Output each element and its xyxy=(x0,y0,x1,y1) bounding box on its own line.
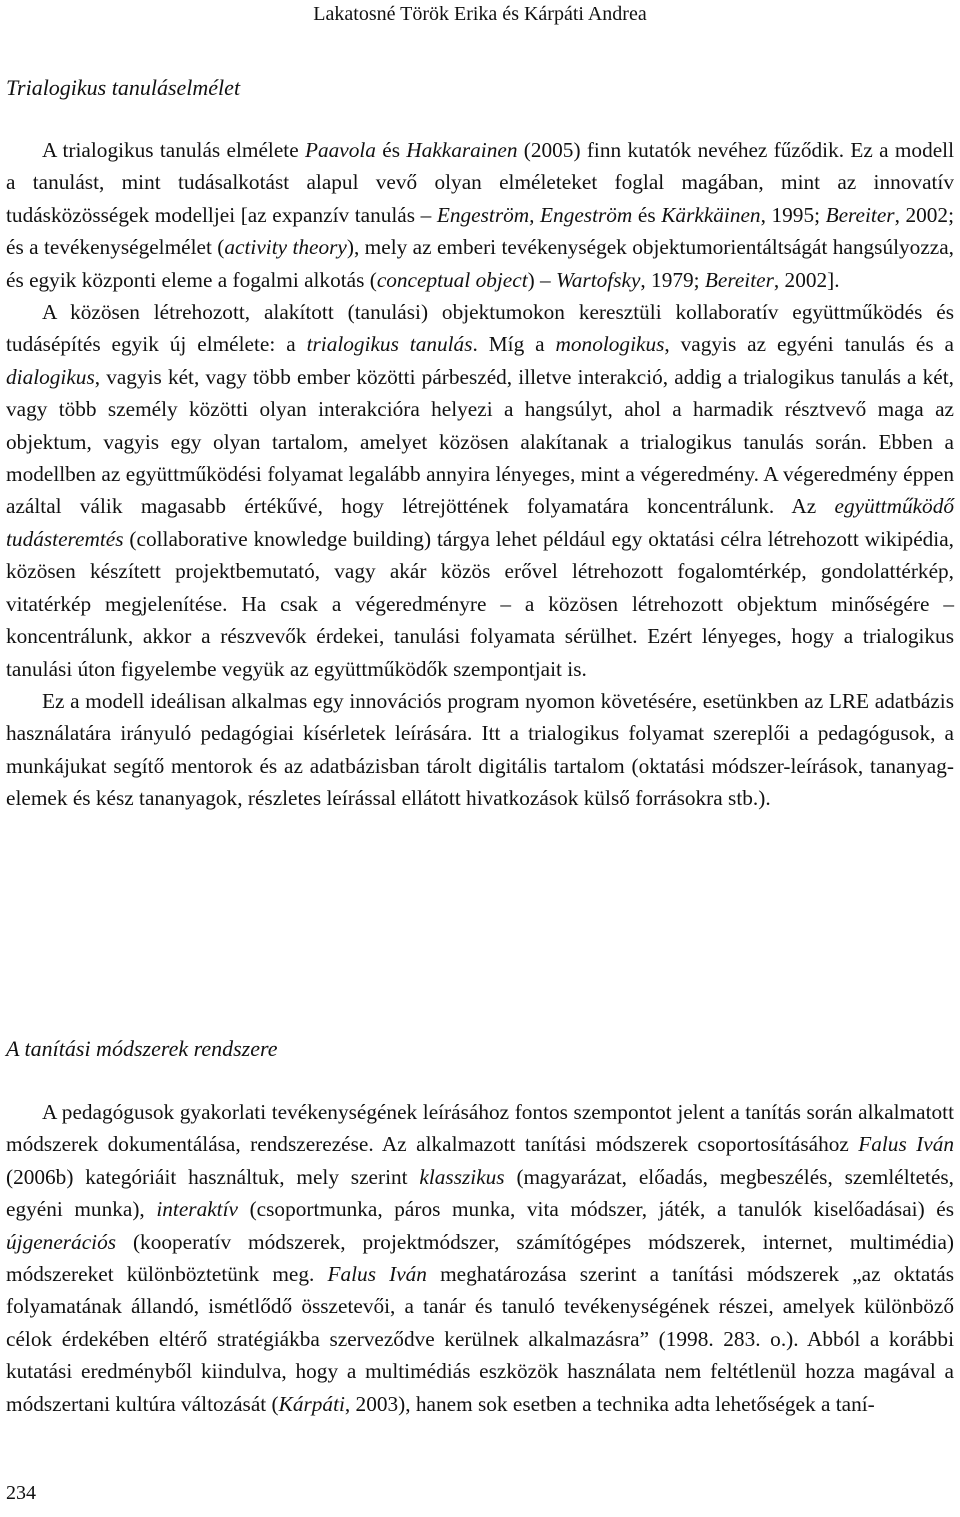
page-number: 234 xyxy=(6,1482,36,1504)
section-title-modszerek: A tanítási módszerek rendszere xyxy=(6,1036,278,1061)
paragraph: Ez a modell ideálisan alkalmas egy innovációs program nyomon követésére, esetünkben az LRE adatbázis használatára irányuló pedagógiai kísérletek leírására. Itt a trialogikus folyamat szereplői a pedagógusok, a munkájukat segítő mentorok és az adatbázisban tárolt digitális tartalom (oktatási módszer-leírások, tananyag-elemek és kész tananyagok, részletes leírással ellátott hivatkozások külső forrásokra stb.). xyxy=(6,688,954,811)
section-body-modszerek xyxy=(6,1096,954,1420)
paragraph: A pedagógusok gyakorlati tevékenységének leírásához fontos szempontot jelent a tanítás során alkalmatott módszerek dokumentálása, rendszerezése. Az alkalmazott tanítási módszerek csoportosításához Falus Iván (2006b) kategóriáit használtuk, mely szerint klasszikus (magyarázat, előadás, megbeszélés, szemléltetés, egyéni munka), interaktív (csoportmunka, páros munka, vita módszer, játék, a tanulók kiselőadásai) és újgenerációs (kooperatív módszerek, projektmódszer, számítógépes módszerek, internet, multimédia) módszereket különböztetünk meg. Falus Iván meghatározása szerint a tanítási módszerek „az oktatás folyamatának állandó, ismétlődő összetevői, a tanár és tanuló tevékenységének részei, amelyek különböző célok érdekében eltérő stratégiákba szerveződve kerülnek alkalmazásra” (1998. 283. o.). Abból a korábbi kutatási eredményből kiindulva, hogy a multimédiás eszközök használata nem feltétlenül hozza magával a módszertani kultúra változását (Kárpáti, 2003), hanem sok esetben a technika adta lehetőségek a taní- xyxy=(6,1100,955,1416)
section-body-trialogikus xyxy=(6,134,954,815)
running-header: Lakatosné Török Erika és Kárpáti Andrea xyxy=(313,3,647,25)
paragraph: A közösen létrehozott, alakított (tanulási) objektumokon keresztüli kollaboratív együttműködés és tudásépítés egyik új elmélete: a trialogikus tanulás. Míg a monologikus, vagyis az egyéni tanulás és a dialogikus, vagyis két, vagy több ember közötti párbeszéd, illetve interakció, addig a trialogikus tanulás a két, vagy több személy közötti olyan interakcióra helyezi a hangsúlyt, ahol a harmadik résztvevő maga az objektum, vagyis egy olyan tartalom, amelyet közösen alakítanak a trialogikus tanulás során. Ebben a modellben az együttműködési folyamat legalább annyira lényeges, mint a végeredmény. A végeredmény éppen azáltal válik magasabb értékűvé, hogy létrejöttének folyamatára koncentrálunk. Az együttműködő tudásteremtés (collaborative knowledge building) tárgya lehet például egy oktatási célra létrehozott wikipédia, közösen készített projektbemutató, vagy akár közös erővel létrehozott fogalomtérkép, gondolattérkép, vitatérkép megjelenítése. Ha csak a végeredményre – a közösen létrehozott objektum minőségére – koncentrálunk, akkor a részvevők érdekei, tanulási folyamata sérülhet. Ezért lényeges, hogy a trialogikus tanulási úton figyelembe vegyük az együttműködők szempontjait is. xyxy=(6,300,954,681)
paragraph: A trialogikus tanulás elmélete Paavola és Hakkarainen (2005) finn kutatók nevéhez fűződik. Ez a modell a tanulást, mint tudásalkotást alapul vevő olyan elméleteket foglal magában, mint az innovatív tudásközösségek modelljei [az expanzív tanulás – Engeström, Engeström és Kärkkäinen, 1995; Bereiter, 2002; és a tevékenységelmélet (activity theory), mely az emberi tevékenységek objektumorientáltságát hangsúlyozza, és egyik központi eleme a fogalmi alkotás (conceptual object) – Wartofsky, 1979; Bereiter, 2002]. xyxy=(6,138,955,292)
section-title-trialogikus: Trialogikus tanuláselmélet xyxy=(6,75,241,100)
